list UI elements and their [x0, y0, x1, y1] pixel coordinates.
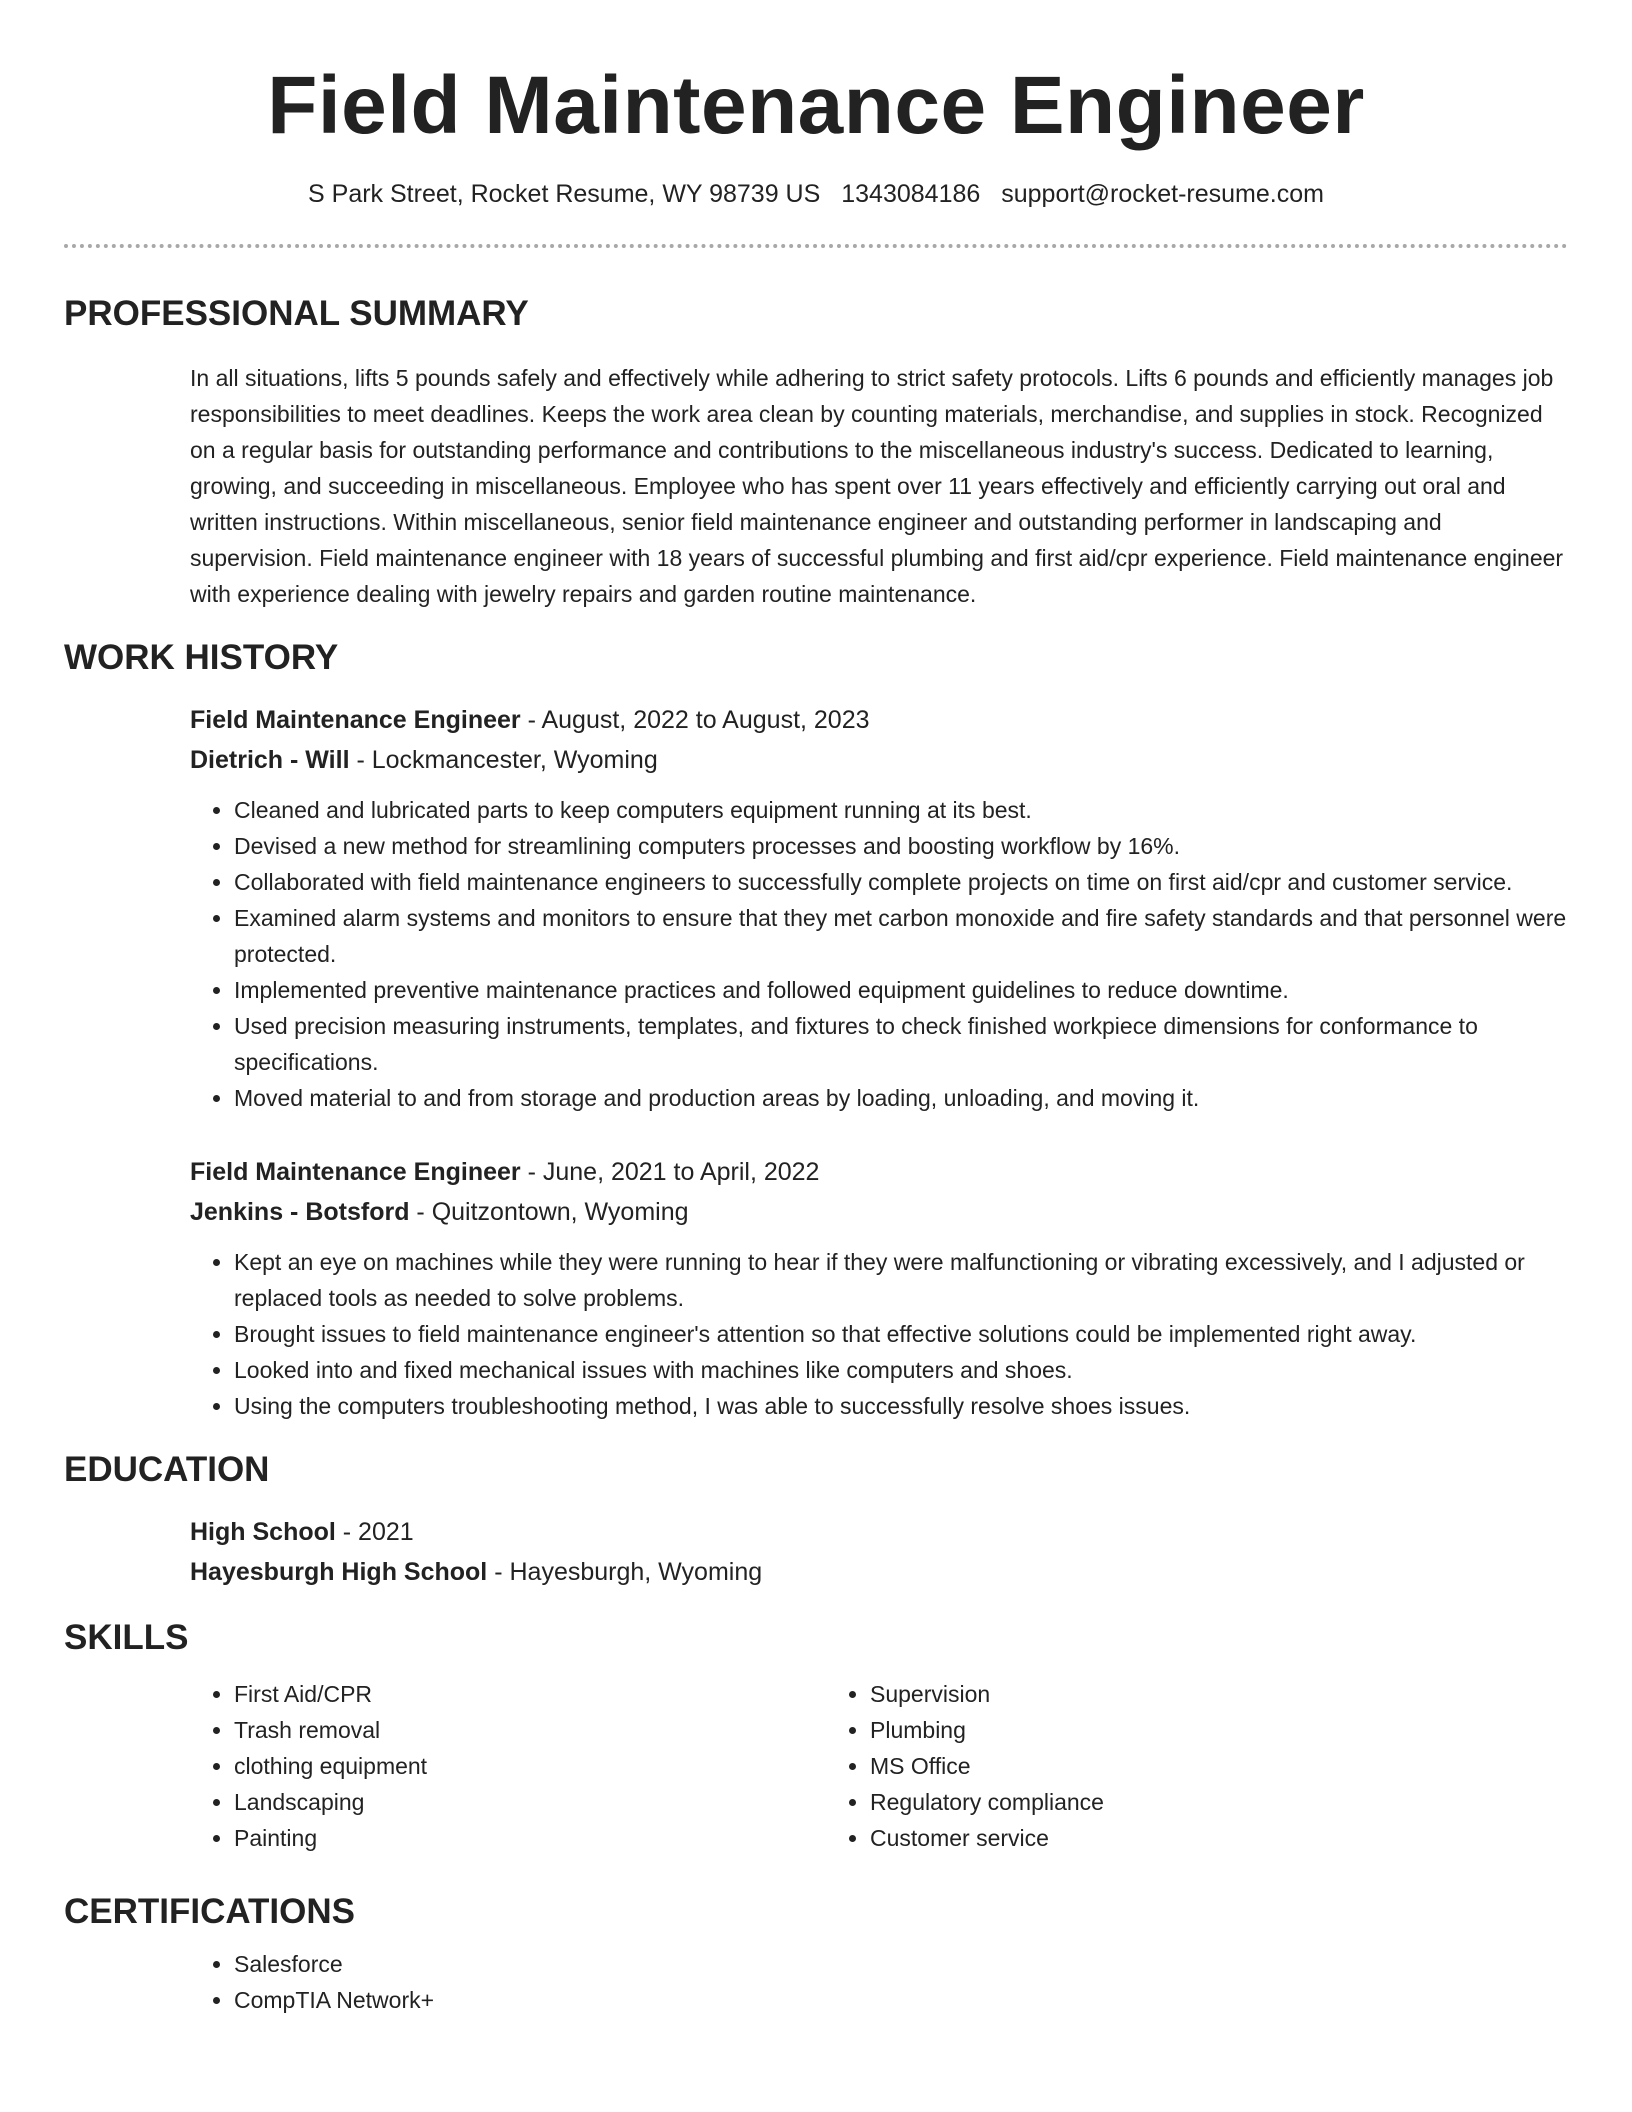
skills-column-right: [826, 1676, 1462, 1856]
job-dates: - August, 2022 to August, 2023: [520, 706, 870, 734]
section-title-certifications: CERTIFICATIONS: [64, 1892, 356, 1931]
skill-item: • Painting: [234, 1820, 826, 1856]
job-bullet: • Implemented preventive maintenance practices and followed equipment guidelines to reduce downtime.: [234, 972, 1568, 1008]
job-bullet: • Brought issues to field maintenance engineer's attention so that effective solutions could be implemented right away.: [234, 1316, 1568, 1352]
skill-item: • MS Office: [870, 1748, 1462, 1784]
certification-item: • Salesforce: [234, 1946, 1568, 1982]
job-bullet: • Examined alarm systems and monitors to ensure that they met carbon monoxide and fire safety standards and that personnel were protected.: [234, 900, 1568, 972]
education-location: - Hayesburgh, Wyoming: [487, 1558, 763, 1586]
section-title-work: WORK HISTORY: [64, 638, 339, 677]
job-company: Jenkins - Botsford: [190, 1198, 410, 1226]
job-dates: - June, 2021 to April, 2022: [520, 1158, 820, 1186]
job-company-line: [190, 740, 1568, 780]
job-entry: [190, 700, 1568, 1116]
skill-item: • Trash removal: [234, 1712, 826, 1748]
resume-page: [64, 0, 1568, 2018]
header-divider: [64, 244, 1568, 248]
certification-item: • CompTIA Network+: [234, 1982, 1568, 2018]
section-title-skills: SKILLS: [64, 1618, 189, 1657]
education-entry: [190, 1512, 1568, 1592]
job-role-line: [190, 1152, 1568, 1192]
skill-item: • Supervision: [870, 1676, 1462, 1712]
work-history: [190, 700, 1568, 1424]
skills-grid: [190, 1676, 1568, 1856]
job-role: Field Maintenance Engineer: [190, 706, 521, 734]
job-bullet: • Used precision measuring instruments, templates, and fixtures to check finished workpiece dimensions for conformance to specifications.: [234, 1008, 1568, 1080]
job-bullet: • Kept an eye on machines while they were running to hear if they were malfunctioning or vibrating excessively, and I adjusted or replaced tools as needed to solve problems.: [234, 1244, 1568, 1316]
skill-item: • Regulatory compliance: [870, 1784, 1462, 1820]
skill-item: • Landscaping: [234, 1784, 826, 1820]
contact-address: S Park Street, Rocket Resume, WY 98739 US: [308, 180, 821, 208]
job-company: Dietrich - Will: [190, 746, 350, 774]
summary-text: In all situations, lifts 5 pounds safely and effectively while adhering to strict safety protocols. Lifts 6 pounds and efficiently manages job responsibilities to meet deadlines. Keeps the work area clean by counting materials, merchandise, and supplies in stock. Recognized on a regular basis for outstanding performance and contributions to the miscellaneous industry's success. Dedicated to learning, growing, and succeeding in miscellaneous. Employee who has spent over 11 years effectively and efficiently carrying out oral and written instructions. Within miscellaneous, senior field maintenance engineer and outstanding performer in landscaping and supervision. Field maintenance engineer with 18 years of successful plumbing and first aid/cpr experience. Field maintenance engineer with experience dealing with jewelry repairs and garden routine maintenance.: [190, 365, 1564, 607]
contact-phone: 1343084186: [841, 180, 981, 208]
job-bullet: • Devised a new method for streamlining computers processes and boosting workflow by 16%.: [234, 828, 1568, 864]
contact-line: [64, 178, 1568, 210]
job-bullet: • Cleaned and lubricated parts to keep computers equipment running at its best.: [234, 792, 1568, 828]
education-degree-line: [190, 1512, 1568, 1552]
job-bullet: • Collaborated with field maintenance engineers to successfully complete projects on time on first aid/cpr and customer service.: [234, 864, 1568, 900]
skill-item: • Plumbing: [870, 1712, 1462, 1748]
job-bullets: [190, 792, 1568, 1116]
skills-column-left: [190, 1676, 826, 1856]
job-bullet: • Using the computers troubleshooting method, I was able to successfully resolve shoes issues.: [234, 1388, 1568, 1424]
contact-email: support@rocket-resume.com: [1001, 180, 1324, 208]
certifications-list: [190, 1946, 1568, 2018]
skill-item: • clothing equipment: [234, 1748, 826, 1784]
job-bullet: • Moved material to and from storage and production areas by loading, unloading, and moving it.: [234, 1080, 1568, 1116]
job-company-line: [190, 1192, 1568, 1232]
resume-name: Field Maintenance Engineer: [267, 60, 1365, 151]
job-location: - Quitzontown, Wyoming: [409, 1198, 689, 1226]
education-year: - 2021: [335, 1518, 414, 1546]
education-school-line: [190, 1552, 1568, 1592]
job-role: Field Maintenance Engineer: [190, 1158, 521, 1186]
education-degree: High School: [190, 1518, 336, 1546]
education-school: Hayesburgh High School: [190, 1558, 488, 1586]
job-bullets: [190, 1244, 1568, 1424]
skill-item: • First Aid/CPR: [234, 1676, 826, 1712]
job-location: - Lockmancester, Wyoming: [349, 746, 658, 774]
section-title-summary: PROFESSIONAL SUMMARY: [64, 294, 529, 333]
job-bullet: • Looked into and fixed mechanical issues with machines like computers and shoes.: [234, 1352, 1568, 1388]
section-title-education: EDUCATION: [64, 1450, 270, 1489]
job-entry: [190, 1152, 1568, 1424]
job-role-line: [190, 700, 1568, 740]
skill-item: • Customer service: [870, 1820, 1462, 1856]
